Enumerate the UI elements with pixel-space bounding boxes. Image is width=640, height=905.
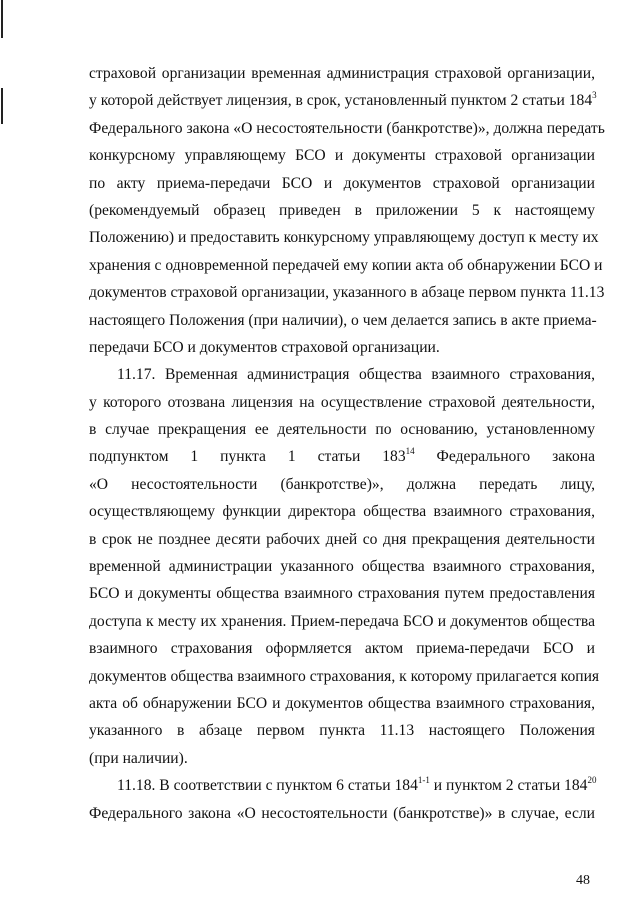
text-line: документов страховой организации, указанного в абзаце первом пункта 11.13 — [89, 284, 605, 302]
text-line: в срок не позднее десяти рабочих дней со дня прекращения деятельности — [89, 530, 595, 548]
text-line: взаимного страхования оформляется актом приема-передачи БСО и — [89, 640, 595, 658]
text-line: по акту приема-передачи БСО и документов страховой организации — [89, 174, 595, 192]
text-line: (при наличии). — [89, 749, 188, 767]
text-line: БСО и документы общества взаимного страхования путем предоставления — [89, 585, 595, 603]
text-line: Федерального закона «О несостоятельности (банкротстве)», должна передать — [89, 119, 605, 137]
page-number: 48 — [576, 873, 590, 888]
text-line: хранения с одновременной передачей ему копии акта об обнаружении БСО и — [89, 256, 603, 274]
text-line: Федерального закона «О несостоятельности (банкротстве)» в случае, если — [89, 804, 595, 822]
text-line: «О несостоятельности (банкротстве)», должна передать лицу, — [89, 475, 595, 493]
text-line: в случае прекращения ее деятельности по основанию, установленному — [89, 421, 595, 439]
text-line: документов общества взаимного страхования, к которому прилагается копия — [89, 667, 600, 685]
paragraph-11-18-start: 11.18. В соответствии с пунктом 6 статьи 184$^{1-1}$ и пунктом 2 статьи $184^{20}$ — [117, 774, 597, 795]
paragraph-11-17-start: 11.17. Временная администрация общества взаимного страхования, — [117, 366, 595, 384]
footnote-sup: 3 — [592, 90, 597, 101]
text-line: конкурсному управляющему БСО и документы страховой организации — [89, 147, 595, 165]
text-line: акта об обнаружении БСО и документов общества взаимного страхования, — [89, 694, 595, 712]
text-line: настоящего Положения (при наличии), о чем делается запись в акте приема- — [89, 311, 597, 329]
document-body — [89, 60, 605, 827]
text-line: Положению) и предоставить конкурсному управляющему доступ к месту их — [89, 229, 599, 247]
text-line: (рекомендуемый образец приведен в приложении 5 к настоящему — [89, 201, 595, 219]
text-line: у которого отозвана лицензия на осуществление страховой деятельности, — [89, 393, 595, 411]
text-line: доступа к месту их хранения. Прием-передача БСО и документов общества — [89, 612, 595, 630]
text-line: страховой организации временная администрация страховой организации, — [89, 65, 595, 82]
footnote-sup: 14 — [405, 446, 415, 457]
text-line: передачи БСО и документов страховой организации. — [89, 338, 440, 356]
text-line: подпунктом 1 пункта 1 статьи $183^{14}$ Федерального закона — [89, 446, 596, 466]
text-line: у которой действует лицензия, в срок, установленный пунктом 2 статьи $184^3$ — [89, 90, 597, 110]
text-line: временной администрации указанного общества взаимного страхования, — [89, 558, 595, 576]
text-line: осуществляющему функции директора общества взаимного страхования, — [89, 503, 595, 521]
footnote-sup: 20 — [587, 774, 597, 785]
footnote-sup: 1-1 — [417, 774, 430, 785]
text-line: указанного в абзаце первом пункта 11.13 настоящего Положения — [89, 722, 595, 740]
margin-mark-middle — [1, 88, 3, 124]
margin-mark-top — [1, 0, 3, 38]
